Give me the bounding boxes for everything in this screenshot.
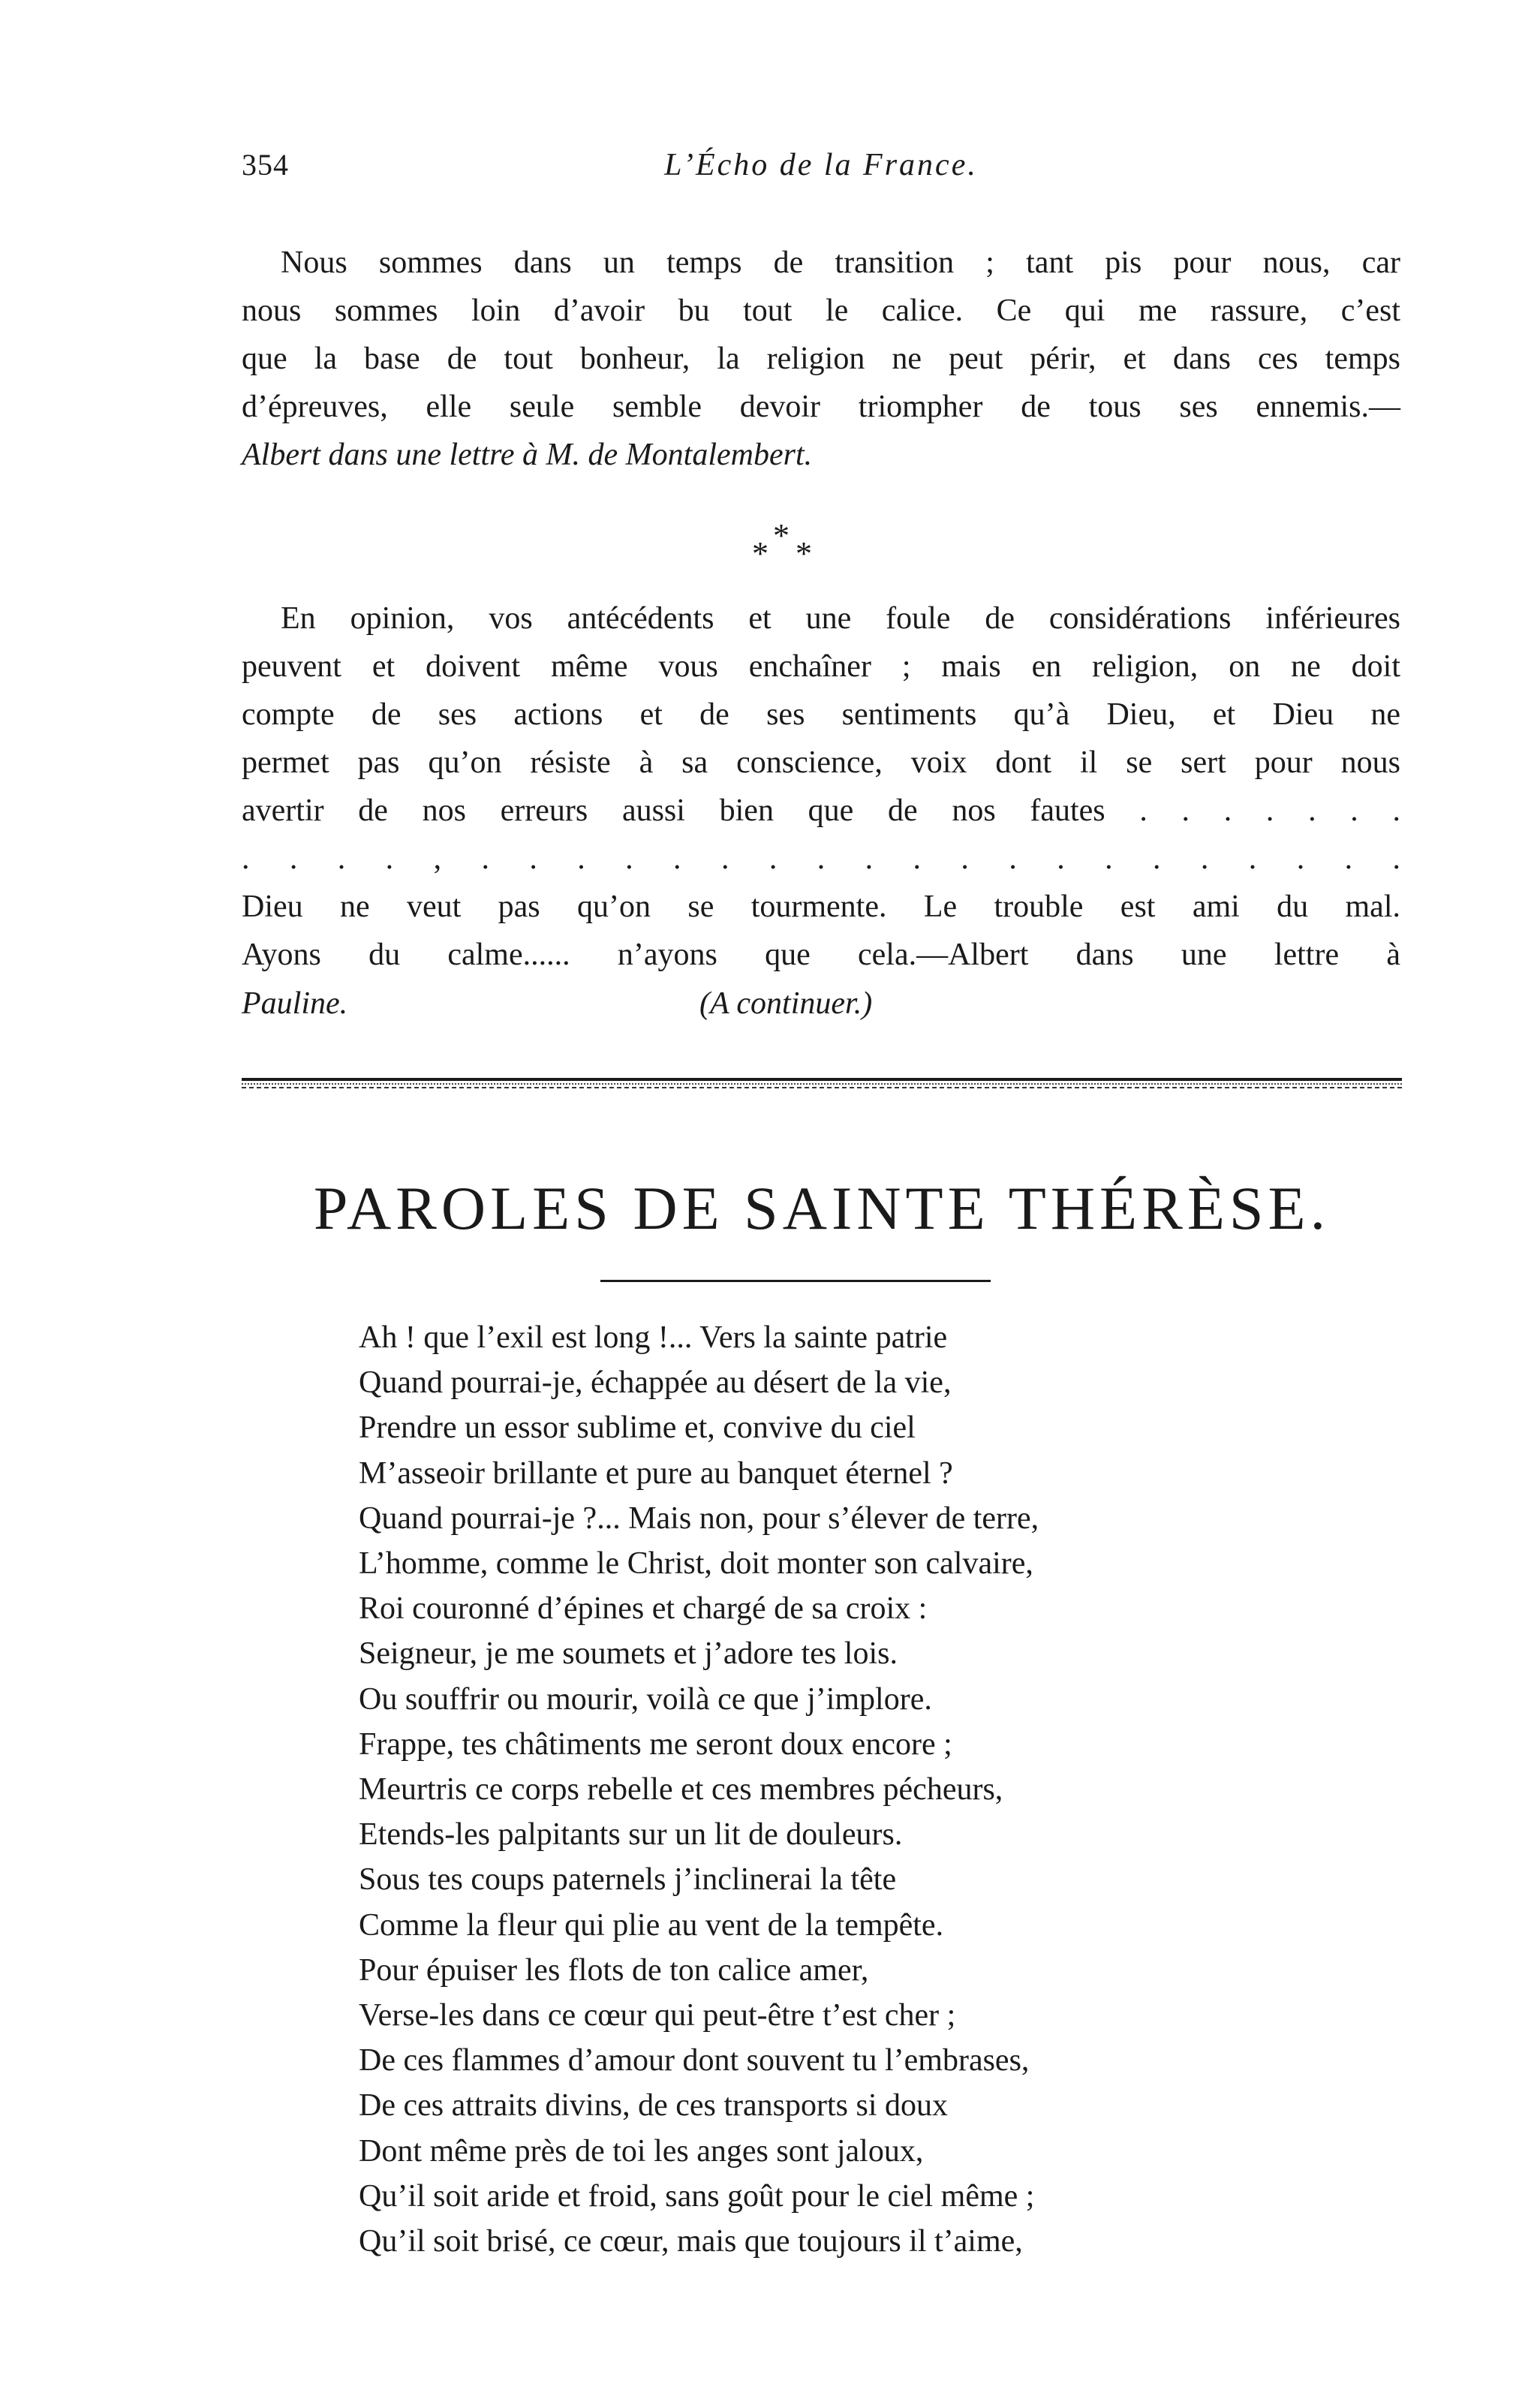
- attribution-recipient: Pauline.: [242, 986, 348, 1021]
- paragraph-2: [242, 594, 1400, 979]
- poem-verse: Roi couronné d’épines et chargé de sa croix :: [359, 1591, 928, 1627]
- poem-verse: De ces flammes d’amour dont souvent tu l’embrases,: [359, 2043, 1030, 2078]
- asterisk: *: [773, 517, 790, 554]
- poem-verse: Ah ! que l’exil est long !... Vers la sainte patrie: [359, 1320, 948, 1355]
- poem-verse: M’asseoir brillante et pure au banquet éternel ?: [359, 1455, 953, 1491]
- poem-title: PAROLES DE SAINTE THÉRÈSE.: [313, 1174, 1331, 1242]
- paragraph-line: avertir de nos erreurs aussi bien que de nos fautes . . . . . . .: [242, 793, 1400, 828]
- to-be-continued: (A continuer.): [699, 986, 873, 1021]
- asterism-separator: [735, 516, 841, 591]
- attribution-line: Albert dans une lettre à M. de Montalembert.: [242, 438, 813, 472]
- poem-verse: De ces attraits divins, de ces transports si doux: [359, 2088, 948, 2124]
- poem-verse: Seigneur, je me soumets et j’adore tes lois.: [359, 1636, 898, 1672]
- paragraph-line: Nous sommes dans un temps de transition ; tant pis pour nous, car: [281, 245, 1400, 280]
- poem-verse: L’homme, comme le Christ, doit monter son calvaire,: [359, 1546, 1033, 1581]
- poem-verse: Comme la fleur qui plie au vent de la tempête.: [359, 1907, 944, 1943]
- ellipsis-line: . . . . , . . . . . . . . . . . . . . . . . . . .: [242, 841, 1400, 876]
- paragraph-line: d’épreuves, elle seule semble devoir triompher de tous ses ennemis.—: [242, 390, 1400, 424]
- poem-verse: Sous tes coups paternels j’inclinerai la tête: [359, 1862, 897, 1898]
- poem-verse: Quand pourrai-je ?... Mais non, pour s’élever de terre,: [359, 1501, 1039, 1536]
- title-underline: [600, 1280, 991, 1282]
- closing-line: [242, 980, 1400, 1028]
- paragraph-1: [242, 239, 1400, 479]
- asterisk: *: [796, 535, 812, 572]
- paragraph-line: Ayons du calme...... n’ayons que cela.—Albert dans une lettre à: [242, 938, 1400, 972]
- poem-verse: Meurtris ce corps rebelle et ces membres pécheurs,: [359, 1772, 1003, 1807]
- poem-verse: Verse-les dans ce cœur qui peut-être t’est cher ;: [359, 1998, 956, 2033]
- paragraph-line: nous sommes loin d’avoir bu tout le calice. Ce qui me rassure, c’est: [242, 293, 1400, 328]
- paragraph-line: peuvent et doivent même vous enchaîner ; mais en religion, on ne doit: [242, 649, 1400, 684]
- paragraph-line: En opinion, vos antécédents et une foule de considérations inférieures: [281, 601, 1400, 636]
- poem-verse: Prendre un essor sublime et, convive du ciel: [359, 1410, 916, 1446]
- paragraph-line: compte de ses actions et de ses sentiments qu’à Dieu, et Dieu ne: [242, 697, 1400, 732]
- poem-verse: Qu’il soit brisé, ce cœur, mais que toujours il t’aime,: [359, 2224, 1023, 2259]
- page-header: [242, 147, 1400, 192]
- paragraph-line: permet pas qu’on résiste à sa conscience, voix dont il se sert pour nous: [242, 745, 1400, 780]
- paragraph-line: Dieu ne veut pas qu’on se tourmente. Le trouble est ami du mal.: [242, 889, 1400, 924]
- poem-verse: Frappe, tes châtiments me seront doux encore ;: [359, 1726, 952, 1762]
- section-divider: [242, 1078, 1402, 1088]
- asterisk: *: [752, 535, 768, 572]
- page-number: 354: [242, 148, 289, 182]
- paragraph-line: que la base de tout bonheur, la religion ne peut périr, et dans ces temps: [242, 342, 1400, 376]
- running-title: L’Écho de la France.: [664, 148, 978, 182]
- poem-verse: Dont même près de toi les anges sont jaloux,: [359, 2133, 924, 2169]
- poem-verse: Qu’il soit aride et froid, sans goût pour le ciel même ;: [359, 2178, 1035, 2214]
- poem-verse: Etends-les palpitants sur un lit de douleurs.: [359, 1817, 903, 1853]
- poem-verse: Ou souffrir ou mourir, voilà ce que j’implore.: [359, 1681, 932, 1717]
- poem-verse: Quand pourrai-je, échappée au désert de la vie,: [359, 1365, 952, 1401]
- poem-verse: Pour épuiser les flots de ton calice amer,: [359, 1952, 869, 1988]
